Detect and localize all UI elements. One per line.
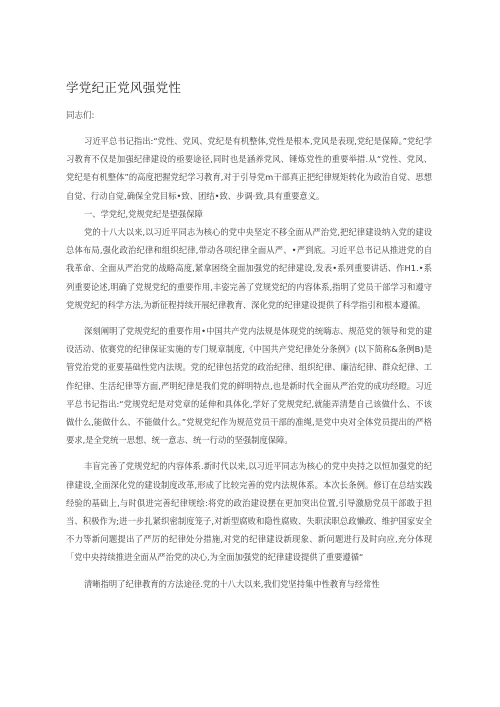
- document-body: [66, 132, 432, 593]
- salutation: 同志们:: [66, 111, 95, 121]
- body-paragraph: 丰盲完善了党规党纪的内容体系.新时代以来,以习近平同志为核心的党中央持之以恒加强党的纪律建设,全面深化党的建设制度改革,形成了比较完善的党内法规体系。本次长条例。修订在总结实践经验的基础上,与时俱进完善纪律规绘:将党的政治建设摆在更加突出位置,引导激励党员干部敢于担当、积极作为;进一步扎紧织密制度笼子,对新型腐败和隐性腐败、失职渎职总政懒政、维护国家安全不力等新问题提出了严厉的纪律处分措施,对党的纪律建设新现象、新问题进行及时向应,充分体现「党中央持续推进全面从严治党的决心,为全面加强党的纪律建设提供了重要遵循“: [66, 461, 432, 563]
- document-title: 学党纪正党风强党性: [66, 80, 182, 95]
- body-paragraph: 清晰指明了纪律教育的方法途径.党的十八大以来,我们党坚持集中性教育与经常性: [84, 578, 380, 589]
- body-paragraph: 习近平总书记指出:“党性、党风、党纪是有机整体,党性是根本,党风是表现,党纪是保障。”党纪学习教育不仅是加强纪律建设的亟要途径,同时也是涵养党风、锤炼党性的重要举措.从“党性、党风、党纪是有机整体”的高度把握党纪学习教育,对于引导党m干部真正把纪律规矩转化为政治自觉、思想自觉、行动自觉,确保全党目标•致、团结•致、步调·致,具有重要意义。: [66, 136, 432, 201]
- body-paragraph: 深刻阐明了党规党纪的重要作用•中国共产党内法规是体现党的统嗨志、规范党的领导和党的建设活动、依赛党的纪律保证实施的专门规章制度,《中国共产党纪律处分条例》(以下简称&条例B)是管党治党的亚要基础性党内法规。党的纪律包括党的政治纪律、组织纪律、廉洁纪律、群众纪律、工作纪律、生活纪律等方面,严明纪律是我们党的鲜明特点,也是新时代全面从严治党的成功经瞪。习近平总书记指出:“党规党纪是对党章的延伸和具体化,学好了党规党纪,就能弄清楚自己该做什么、不该做什么,能做什么、不能做什么。”党规党纪作为规范党员干部的准绳,是党中央对全体党员提出的严格要求,是全党统一思想、统一意志、统一行动的坚强制度保障。: [66, 326, 432, 446]
- section-heading: 一、学党纪,党规党纪是望强保障: [84, 208, 203, 219]
- body-paragraph: 党的十八大以来,以习近平同志为核心的党中央坚定不移全面从严治党,把纪律建设纳入党的建设总体布局,强化政治纪律和组织纪律,带动各项纪律全面从严、•严到底。习近平总书记从推进党的自我革命、全面从严治党的战略高度,紧拿困绕全面加强党的纪律建设,发表•系列重要讲话、作H1.•系列重要论述,明确了党规党纪的重要作用,丰姿完善了党规党纪的内容体系,指明了党员干部学习和遵守党规党纪的科学方法,为新征程持续开展纪律教育、深化党的纪律建设提供了科学指引和根本遵循。: [66, 227, 432, 310]
